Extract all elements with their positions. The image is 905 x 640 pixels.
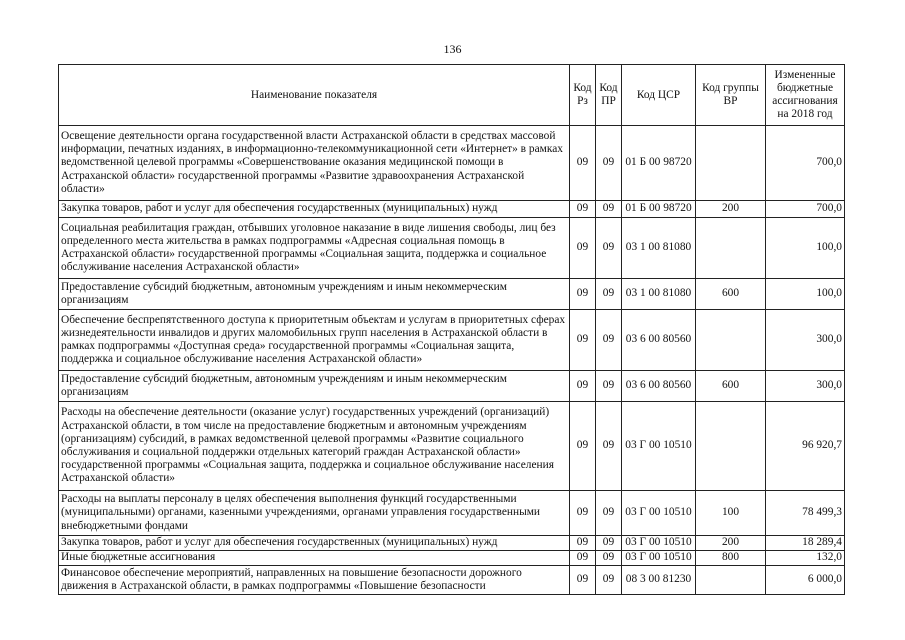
row-pr: 09 xyxy=(596,536,622,551)
row-amount: 700,0 xyxy=(766,201,845,218)
table-row xyxy=(59,279,845,310)
table-row xyxy=(59,536,845,551)
row-amount: 6 000,0 xyxy=(766,566,845,595)
row-vr xyxy=(696,310,766,371)
row-name: Расходы на обеспечение деятельности (оказание услуг) государственных учреждений (организаций) Астраханской области, в том числе на предоставление бюджетным и автономным учреждениям (организациям) субсидий, в рамках ведомственной целевой программы «Развитие социального обслуживания и социальной поддержки отдельных категорий граждан Астраханской области» государственной программы «Социальная защита, поддержка и социальное обслуживание населения Астраханской области» xyxy=(59,402,570,491)
row-csr: 03 1 00 81080 xyxy=(622,279,696,310)
header-csr: Код ЦСР xyxy=(622,65,696,126)
table-row xyxy=(59,566,845,595)
row-name: Предоставление субсидий бюджетным, автономным учреждениям и иным некоммерческим организациям xyxy=(59,371,570,402)
row-rz: 09 xyxy=(570,218,596,279)
row-name: Социальная реабилитация граждан, отбывших уголовное наказание в виде лишения свободы, лиц без определенного места жительства в рамках подпрограммы «Адресная социальная помощь в Астраханской области» государственной программы «Социальная защита, поддержка и социальное обслуживание населения Астраханской области» xyxy=(59,218,570,279)
header-row xyxy=(59,65,845,126)
row-pr: 09 xyxy=(596,551,622,566)
row-pr: 09 xyxy=(596,279,622,310)
row-vr: 200 xyxy=(696,201,766,218)
row-pr: 09 xyxy=(596,201,622,218)
table-row xyxy=(59,218,845,279)
row-rz: 09 xyxy=(570,402,596,491)
table-row xyxy=(59,201,845,218)
row-name: Закупка товаров, работ и услуг для обеспечения государственных (муниципальных) нужд xyxy=(59,536,570,551)
row-amount: 700,0 xyxy=(766,126,845,201)
row-rz: 09 xyxy=(570,371,596,402)
row-csr: 08 3 00 81230 xyxy=(622,566,696,595)
row-csr: 03 6 00 80560 xyxy=(622,310,696,371)
row-rz: 09 xyxy=(570,126,596,201)
header-pr: Код ПР xyxy=(596,65,622,126)
table-row xyxy=(59,371,845,402)
row-amount: 18 289,4 xyxy=(766,536,845,551)
row-rz: 09 xyxy=(570,310,596,371)
row-csr: 03 1 00 81080 xyxy=(622,218,696,279)
table-row xyxy=(59,491,845,536)
row-rz: 09 xyxy=(570,491,596,536)
row-pr: 09 xyxy=(596,371,622,402)
row-name: Расходы на выплаты персоналу в целях обеспечения выполнения функций государственными (муниципальными) органами, казенными учреждениями, органами управления государственными внебюджетными фондами xyxy=(59,491,570,536)
row-amount: 300,0 xyxy=(766,371,845,402)
row-name: Финансовое обеспечение мероприятий, направленных на повышение безопасности дорожного движения в Астраханской области, в рамках подпрограммы «Повышение безопасности xyxy=(59,566,570,595)
row-pr: 09 xyxy=(596,126,622,201)
row-vr: 600 xyxy=(696,371,766,402)
row-name: Предоставление субсидий бюджетным, автономным учреждениям и иным некоммерческим организациям xyxy=(59,279,570,310)
row-rz: 09 xyxy=(570,536,596,551)
table-row xyxy=(59,551,845,566)
row-vr: 800 xyxy=(696,551,766,566)
row-vr: 100 xyxy=(696,491,766,536)
table-row xyxy=(59,126,845,201)
row-amount: 100,0 xyxy=(766,218,845,279)
row-amount: 132,0 xyxy=(766,551,845,566)
page-number: 136 xyxy=(443,42,462,56)
row-rz: 09 xyxy=(570,201,596,218)
row-csr: 03 6 00 80560 xyxy=(622,371,696,402)
row-csr: 01 Б 00 98720 xyxy=(622,201,696,218)
row-rz: 09 xyxy=(570,551,596,566)
row-amount: 96 920,7 xyxy=(766,402,845,491)
row-rz: 09 xyxy=(570,279,596,310)
row-name: Закупка товаров, работ и услуг для обеспечения государственных (муниципальных) нужд xyxy=(59,201,570,218)
row-vr: 600 xyxy=(696,279,766,310)
row-pr: 09 xyxy=(596,491,622,536)
row-vr: 200 xyxy=(696,536,766,551)
table-row xyxy=(59,310,845,371)
header-vr: Код группы ВР xyxy=(696,65,766,126)
budget-table xyxy=(58,64,845,595)
header-name: Наименование показателя xyxy=(59,65,570,126)
header-rz: Код Рз xyxy=(570,65,596,126)
row-name: Обеспечение беспрепятственного доступа к приоритетным объектам и услугам в приоритетных сферах жизнедеятельности инвалидов и других маломобильных групп населения в Астраханской области в рамках подпрограммы «Доступная среда» государственной программы «Социальная защита, поддержка и социальное обслуживание населения Астраханской области» xyxy=(59,310,570,371)
header-amount: Измененные бюджетные ассигнования на 2018 год xyxy=(766,65,845,126)
table-row xyxy=(59,402,845,491)
row-amount: 100,0 xyxy=(766,279,845,310)
row-vr xyxy=(696,402,766,491)
row-csr: 03 Г 00 10510 xyxy=(622,551,696,566)
row-pr: 09 xyxy=(596,218,622,279)
row-pr: 09 xyxy=(596,310,622,371)
row-pr: 09 xyxy=(596,402,622,491)
row-csr: 03 Г 00 10510 xyxy=(622,402,696,491)
row-amount: 78 499,3 xyxy=(766,491,845,536)
row-csr: 03 Г 00 10510 xyxy=(622,491,696,536)
row-name: Иные бюджетные ассигнования xyxy=(59,551,570,566)
row-name: Освещение деятельности органа государственной власти Астраханской области в средствах массовой информации, печатных изданиях, в информационно-телекоммуникационной сети «Интернет» в рамках ведомственной целевой программы «Совершенствование оказания медицинской помощи в Астраханской области» государственной программы «Развитие здравоохранения Астраханской области» xyxy=(59,126,570,201)
row-vr xyxy=(696,218,766,279)
row-csr: 03 Г 00 10510 xyxy=(622,536,696,551)
row-vr xyxy=(696,126,766,201)
row-vr xyxy=(696,566,766,595)
row-amount: 300,0 xyxy=(766,310,845,371)
row-csr: 01 Б 00 98720 xyxy=(622,126,696,201)
row-rz: 09 xyxy=(570,566,596,595)
row-pr: 09 xyxy=(596,566,622,595)
